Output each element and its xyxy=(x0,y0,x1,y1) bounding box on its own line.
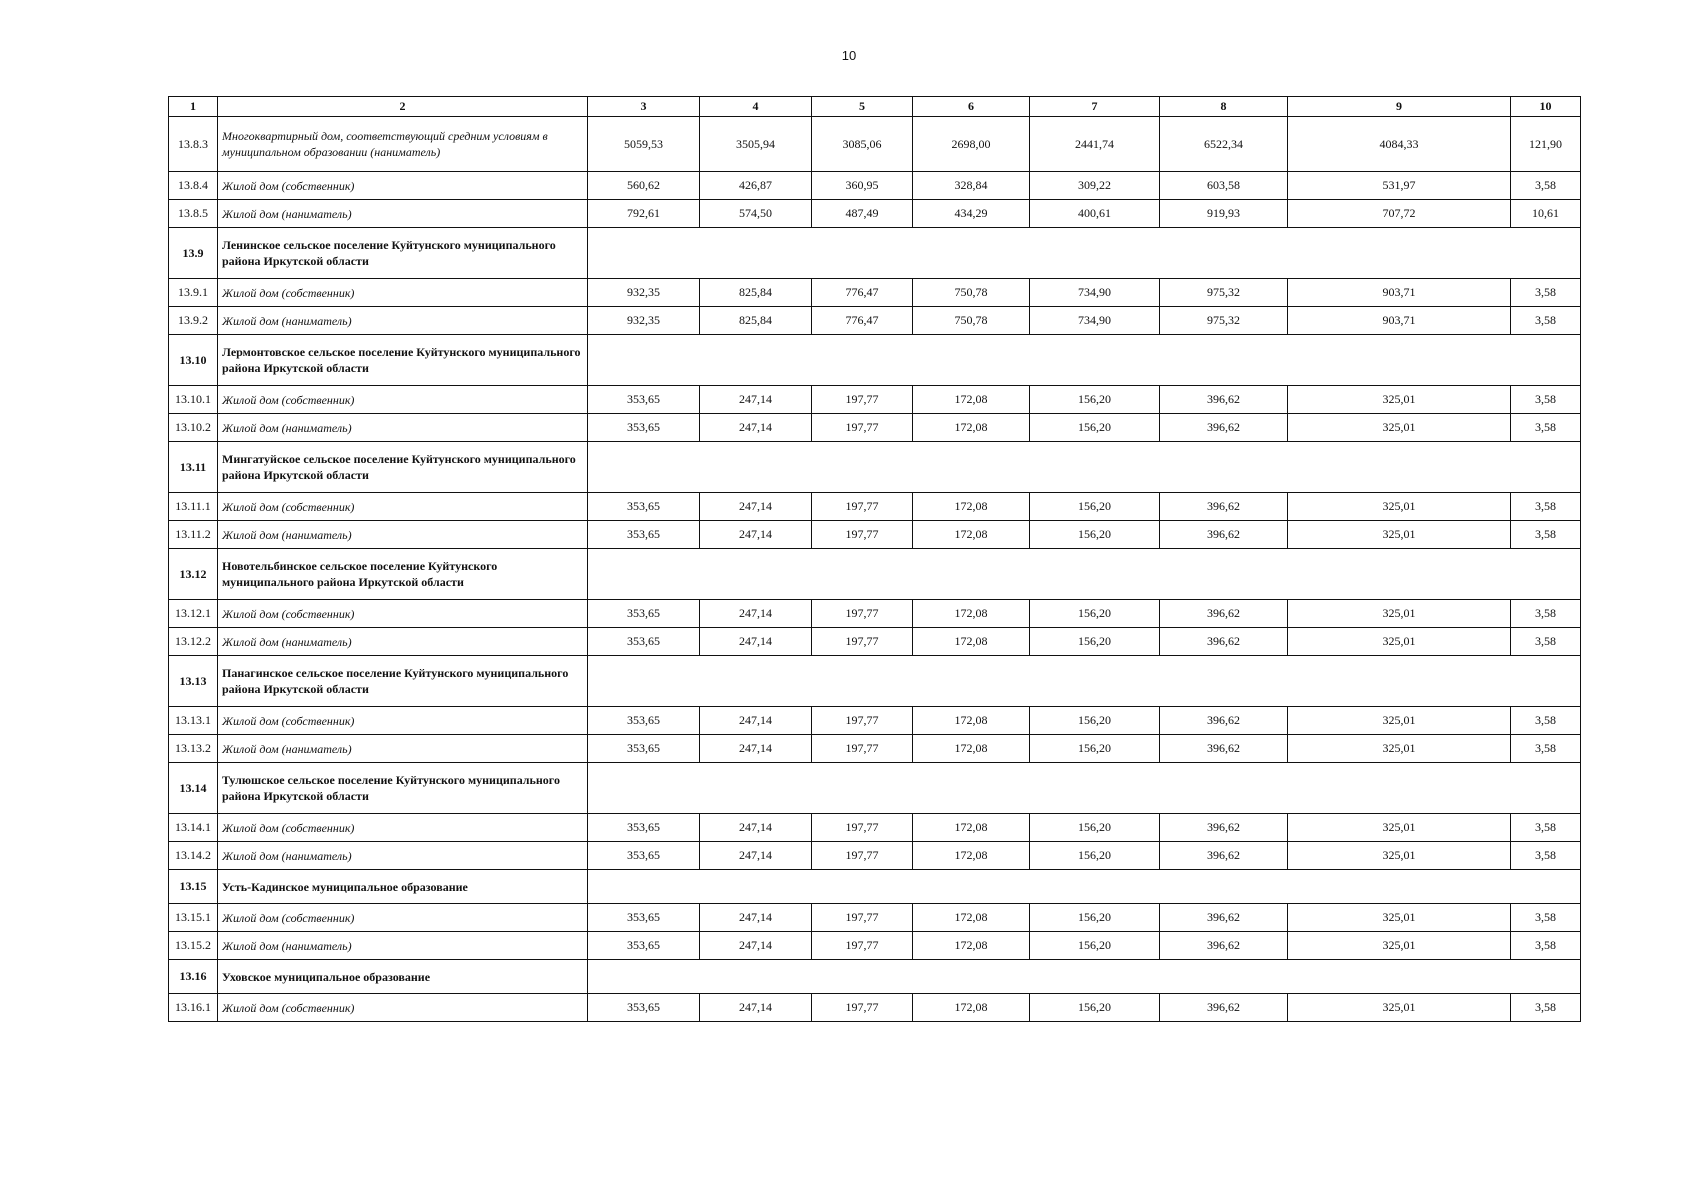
value-cell: 531,97 xyxy=(1288,172,1511,200)
value-cell: 247,14 xyxy=(700,904,812,932)
row-name: Жилой дом (наниматель) xyxy=(218,414,588,442)
row-code: 13.14 xyxy=(169,763,218,814)
row-name: Ленинское сельское поселение Куйтунского муниципального района Иркутской области xyxy=(218,228,588,279)
value-cell: 325,01 xyxy=(1288,707,1511,735)
column-header: 6 xyxy=(913,97,1030,117)
table-row xyxy=(169,814,1581,842)
value-cell: 172,08 xyxy=(913,735,1030,763)
value-cell: 353,65 xyxy=(588,994,700,1022)
section-empty-cell xyxy=(588,763,1581,814)
value-cell: 247,14 xyxy=(700,521,812,549)
row-code: 13.14.2 xyxy=(169,842,218,870)
row-name: Жилой дом (наниматель) xyxy=(218,842,588,870)
value-cell: 396,62 xyxy=(1160,600,1288,628)
row-name: Уховское муниципальное образование xyxy=(218,960,588,994)
value-cell: 197,77 xyxy=(812,386,913,414)
table-header xyxy=(169,97,1581,117)
value-cell: 156,20 xyxy=(1030,842,1160,870)
value-cell: 172,08 xyxy=(913,707,1030,735)
header-row xyxy=(169,97,1581,117)
value-cell: 309,22 xyxy=(1030,172,1160,200)
row-name: Новотельбинское сельское поселение Куйтунского муниципального района Иркутской области xyxy=(218,549,588,600)
column-header: 4 xyxy=(700,97,812,117)
value-cell: 172,08 xyxy=(913,994,1030,1022)
value-cell: 396,62 xyxy=(1160,735,1288,763)
value-cell: 603,58 xyxy=(1160,172,1288,200)
value-cell: 156,20 xyxy=(1030,628,1160,656)
value-cell: 903,71 xyxy=(1288,279,1511,307)
value-cell: 3,58 xyxy=(1511,707,1581,735)
row-name: Лермонтовское сельское поселение Куйтунского муниципального района Иркутской области xyxy=(218,335,588,386)
value-cell: 3505,94 xyxy=(700,117,812,172)
section-empty-cell xyxy=(588,228,1581,279)
value-cell: 247,14 xyxy=(700,628,812,656)
row-code: 13.11.2 xyxy=(169,521,218,549)
value-cell: 172,08 xyxy=(913,628,1030,656)
value-cell: 3,58 xyxy=(1511,994,1581,1022)
column-header: 9 xyxy=(1288,97,1511,117)
value-cell: 121,90 xyxy=(1511,117,1581,172)
row-name: Жилой дом (собственник) xyxy=(218,386,588,414)
value-cell: 360,95 xyxy=(812,172,913,200)
value-cell: 156,20 xyxy=(1030,904,1160,932)
row-code: 13.12.2 xyxy=(169,628,218,656)
value-cell: 426,87 xyxy=(700,172,812,200)
row-name: Жилой дом (собственник) xyxy=(218,904,588,932)
row-code: 13.8.5 xyxy=(169,200,218,228)
row-code: 13.13 xyxy=(169,656,218,707)
value-cell: 197,77 xyxy=(812,842,913,870)
section-row xyxy=(169,870,1581,904)
table-row xyxy=(169,707,1581,735)
column-header: 1 xyxy=(169,97,218,117)
value-cell: 3,58 xyxy=(1511,904,1581,932)
table-row xyxy=(169,172,1581,200)
section-empty-cell xyxy=(588,442,1581,493)
row-code: 13.9 xyxy=(169,228,218,279)
section-row xyxy=(169,335,1581,386)
row-name: Жилой дом (наниматель) xyxy=(218,521,588,549)
section-row xyxy=(169,763,1581,814)
value-cell: 396,62 xyxy=(1160,932,1288,960)
value-cell: 156,20 xyxy=(1030,414,1160,442)
column-header: 10 xyxy=(1511,97,1581,117)
table-row xyxy=(169,600,1581,628)
row-name: Жилой дом (наниматель) xyxy=(218,932,588,960)
value-cell: 396,62 xyxy=(1160,994,1288,1022)
value-cell: 197,77 xyxy=(812,994,913,1022)
section-row xyxy=(169,228,1581,279)
table-row xyxy=(169,117,1581,172)
value-cell: 156,20 xyxy=(1030,994,1160,1022)
value-cell: 400,61 xyxy=(1030,200,1160,228)
value-cell: 750,78 xyxy=(913,279,1030,307)
section-empty-cell xyxy=(588,335,1581,386)
value-cell: 3,58 xyxy=(1511,628,1581,656)
value-cell: 3,58 xyxy=(1511,307,1581,335)
value-cell: 932,35 xyxy=(588,307,700,335)
value-cell: 3,58 xyxy=(1511,521,1581,549)
section-empty-cell xyxy=(588,960,1581,994)
value-cell: 792,61 xyxy=(588,200,700,228)
value-cell: 396,62 xyxy=(1160,414,1288,442)
value-cell: 197,77 xyxy=(812,904,913,932)
value-cell: 560,62 xyxy=(588,172,700,200)
row-code: 13.13.2 xyxy=(169,735,218,763)
row-name: Жилой дом (собственник) xyxy=(218,707,588,735)
value-cell: 3,58 xyxy=(1511,279,1581,307)
table-row xyxy=(169,521,1581,549)
table-row xyxy=(169,628,1581,656)
value-cell: 172,08 xyxy=(913,932,1030,960)
value-cell: 247,14 xyxy=(700,932,812,960)
row-name: Мингатуйское сельское поселение Куйтунского муниципального района Иркутской области xyxy=(218,442,588,493)
value-cell: 3,58 xyxy=(1511,842,1581,870)
section-empty-cell xyxy=(588,549,1581,600)
table-row xyxy=(169,904,1581,932)
value-cell: 3,58 xyxy=(1511,932,1581,960)
value-cell: 325,01 xyxy=(1288,414,1511,442)
value-cell: 325,01 xyxy=(1288,842,1511,870)
row-code: 13.15.2 xyxy=(169,932,218,960)
value-cell: 247,14 xyxy=(700,994,812,1022)
row-name: Жилой дом (наниматель) xyxy=(218,307,588,335)
row-code: 13.11 xyxy=(169,442,218,493)
section-empty-cell xyxy=(588,656,1581,707)
row-name: Многоквартирный дом, соответствующий средним условиям в муниципальном образовании (наниматель) xyxy=(218,117,588,172)
value-cell: 197,77 xyxy=(812,735,913,763)
column-header: 2 xyxy=(218,97,588,117)
row-name: Жилой дом (наниматель) xyxy=(218,200,588,228)
value-cell: 325,01 xyxy=(1288,735,1511,763)
row-code: 13.15 xyxy=(169,870,218,904)
value-cell: 156,20 xyxy=(1030,735,1160,763)
page-number: 10 xyxy=(841,48,857,63)
value-cell: 172,08 xyxy=(913,600,1030,628)
row-code: 13.8.3 xyxy=(169,117,218,172)
value-cell: 396,62 xyxy=(1160,707,1288,735)
row-code: 13.8.4 xyxy=(169,172,218,200)
table-row xyxy=(169,493,1581,521)
value-cell: 487,49 xyxy=(812,200,913,228)
value-cell: 434,29 xyxy=(913,200,1030,228)
column-header: 3 xyxy=(588,97,700,117)
value-cell: 396,62 xyxy=(1160,842,1288,870)
value-cell: 10,61 xyxy=(1511,200,1581,228)
value-cell: 353,65 xyxy=(588,521,700,549)
value-cell: 353,65 xyxy=(588,600,700,628)
table-row xyxy=(169,842,1581,870)
value-cell: 325,01 xyxy=(1288,932,1511,960)
value-cell: 325,01 xyxy=(1288,521,1511,549)
value-cell: 574,50 xyxy=(700,200,812,228)
value-cell: 2698,00 xyxy=(913,117,1030,172)
table-row xyxy=(169,735,1581,763)
value-cell: 325,01 xyxy=(1288,814,1511,842)
value-cell: 247,14 xyxy=(700,386,812,414)
row-code: 13.12.1 xyxy=(169,600,218,628)
section-row xyxy=(169,656,1581,707)
value-cell: 3,58 xyxy=(1511,814,1581,842)
row-name: Панагинское сельское поселение Куйтунского муниципального района Иркутской области xyxy=(218,656,588,707)
value-cell: 247,14 xyxy=(700,414,812,442)
value-cell: 396,62 xyxy=(1160,814,1288,842)
value-cell: 247,14 xyxy=(700,600,812,628)
value-cell: 353,65 xyxy=(588,904,700,932)
row-name: Жилой дом (собственник) xyxy=(218,814,588,842)
column-header: 7 xyxy=(1030,97,1160,117)
value-cell: 3,58 xyxy=(1511,172,1581,200)
value-cell: 396,62 xyxy=(1160,386,1288,414)
value-cell: 353,65 xyxy=(588,386,700,414)
row-name: Жилой дом (собственник) xyxy=(218,600,588,628)
value-cell: 197,77 xyxy=(812,600,913,628)
row-code: 13.14.1 xyxy=(169,814,218,842)
value-cell: 4084,33 xyxy=(1288,117,1511,172)
row-name: Усть-Кадинское муниципальное образование xyxy=(218,870,588,904)
row-code: 13.12 xyxy=(169,549,218,600)
value-cell: 3,58 xyxy=(1511,600,1581,628)
value-cell: 919,93 xyxy=(1160,200,1288,228)
section-row xyxy=(169,960,1581,994)
table-row xyxy=(169,200,1581,228)
value-cell: 2441,74 xyxy=(1030,117,1160,172)
value-cell: 247,14 xyxy=(700,735,812,763)
row-code: 13.9.1 xyxy=(169,279,218,307)
value-cell: 247,14 xyxy=(700,842,812,870)
value-cell: 396,62 xyxy=(1160,493,1288,521)
value-cell: 396,62 xyxy=(1160,628,1288,656)
column-header: 5 xyxy=(812,97,913,117)
row-code: 13.10.1 xyxy=(169,386,218,414)
row-code: 13.13.1 xyxy=(169,707,218,735)
row-name: Жилой дом (наниматель) xyxy=(218,735,588,763)
row-code: 13.16.1 xyxy=(169,994,218,1022)
value-cell: 172,08 xyxy=(913,414,1030,442)
value-cell: 353,65 xyxy=(588,932,700,960)
table-row xyxy=(169,386,1581,414)
table-row xyxy=(169,279,1581,307)
value-cell: 156,20 xyxy=(1030,493,1160,521)
value-cell: 975,32 xyxy=(1160,279,1288,307)
section-row xyxy=(169,442,1581,493)
value-cell: 172,08 xyxy=(913,521,1030,549)
row-code: 13.11.1 xyxy=(169,493,218,521)
value-cell: 353,65 xyxy=(588,493,700,521)
value-cell: 3,58 xyxy=(1511,386,1581,414)
row-name: Жилой дом (собственник) xyxy=(218,994,588,1022)
value-cell: 903,71 xyxy=(1288,307,1511,335)
value-cell: 156,20 xyxy=(1030,600,1160,628)
value-cell: 172,08 xyxy=(913,814,1030,842)
value-cell: 3,58 xyxy=(1511,493,1581,521)
value-cell: 353,65 xyxy=(588,628,700,656)
value-cell: 197,77 xyxy=(812,521,913,549)
tariff-table xyxy=(168,96,1581,1022)
value-cell: 172,08 xyxy=(913,493,1030,521)
value-cell: 825,84 xyxy=(700,307,812,335)
row-name: Жилой дом (наниматель) xyxy=(218,628,588,656)
value-cell: 325,01 xyxy=(1288,493,1511,521)
column-header: 8 xyxy=(1160,97,1288,117)
value-cell: 325,01 xyxy=(1288,600,1511,628)
row-name: Тулюшское сельское поселение Куйтунского муниципального района Иркутской области xyxy=(218,763,588,814)
section-empty-cell xyxy=(588,870,1581,904)
value-cell: 325,01 xyxy=(1288,994,1511,1022)
value-cell: 3,58 xyxy=(1511,414,1581,442)
value-cell: 750,78 xyxy=(913,307,1030,335)
value-cell: 825,84 xyxy=(700,279,812,307)
table-row xyxy=(169,994,1581,1022)
value-cell: 197,77 xyxy=(812,707,913,735)
value-cell: 776,47 xyxy=(812,279,913,307)
value-cell: 156,20 xyxy=(1030,521,1160,549)
row-code: 13.10.2 xyxy=(169,414,218,442)
value-cell: 3,58 xyxy=(1511,735,1581,763)
value-cell: 396,62 xyxy=(1160,904,1288,932)
value-cell: 197,77 xyxy=(812,493,913,521)
row-code: 13.9.2 xyxy=(169,307,218,335)
value-cell: 325,01 xyxy=(1288,904,1511,932)
value-cell: 353,65 xyxy=(588,814,700,842)
value-cell: 734,90 xyxy=(1030,279,1160,307)
value-cell: 353,65 xyxy=(588,842,700,870)
value-cell: 328,84 xyxy=(913,172,1030,200)
value-cell: 325,01 xyxy=(1288,386,1511,414)
value-cell: 156,20 xyxy=(1030,707,1160,735)
value-cell: 172,08 xyxy=(913,904,1030,932)
row-name: Жилой дом (собственник) xyxy=(218,493,588,521)
row-code: 13.15.1 xyxy=(169,904,218,932)
value-cell: 156,20 xyxy=(1030,814,1160,842)
value-cell: 3085,06 xyxy=(812,117,913,172)
table-row xyxy=(169,932,1581,960)
value-cell: 197,77 xyxy=(812,628,913,656)
value-cell: 197,77 xyxy=(812,932,913,960)
row-name: Жилой дом (собственник) xyxy=(218,172,588,200)
row-code: 13.10 xyxy=(169,335,218,386)
value-cell: 197,77 xyxy=(812,814,913,842)
value-cell: 247,14 xyxy=(700,493,812,521)
row-name: Жилой дом (собственник) xyxy=(218,279,588,307)
value-cell: 156,20 xyxy=(1030,932,1160,960)
value-cell: 353,65 xyxy=(588,414,700,442)
value-cell: 325,01 xyxy=(1288,628,1511,656)
value-cell: 247,14 xyxy=(700,707,812,735)
value-cell: 975,32 xyxy=(1160,307,1288,335)
value-cell: 932,35 xyxy=(588,279,700,307)
row-code: 13.16 xyxy=(169,960,218,994)
value-cell: 353,65 xyxy=(588,735,700,763)
value-cell: 172,08 xyxy=(913,386,1030,414)
value-cell: 396,62 xyxy=(1160,521,1288,549)
value-cell: 172,08 xyxy=(913,842,1030,870)
value-cell: 707,72 xyxy=(1288,200,1511,228)
value-cell: 247,14 xyxy=(700,814,812,842)
value-cell: 5059,53 xyxy=(588,117,700,172)
value-cell: 776,47 xyxy=(812,307,913,335)
value-cell: 156,20 xyxy=(1030,386,1160,414)
value-cell: 197,77 xyxy=(812,414,913,442)
value-cell: 6522,34 xyxy=(1160,117,1288,172)
table-row xyxy=(169,414,1581,442)
section-row xyxy=(169,549,1581,600)
table-body xyxy=(169,117,1581,1022)
table-row xyxy=(169,307,1581,335)
value-cell: 734,90 xyxy=(1030,307,1160,335)
value-cell: 353,65 xyxy=(588,707,700,735)
